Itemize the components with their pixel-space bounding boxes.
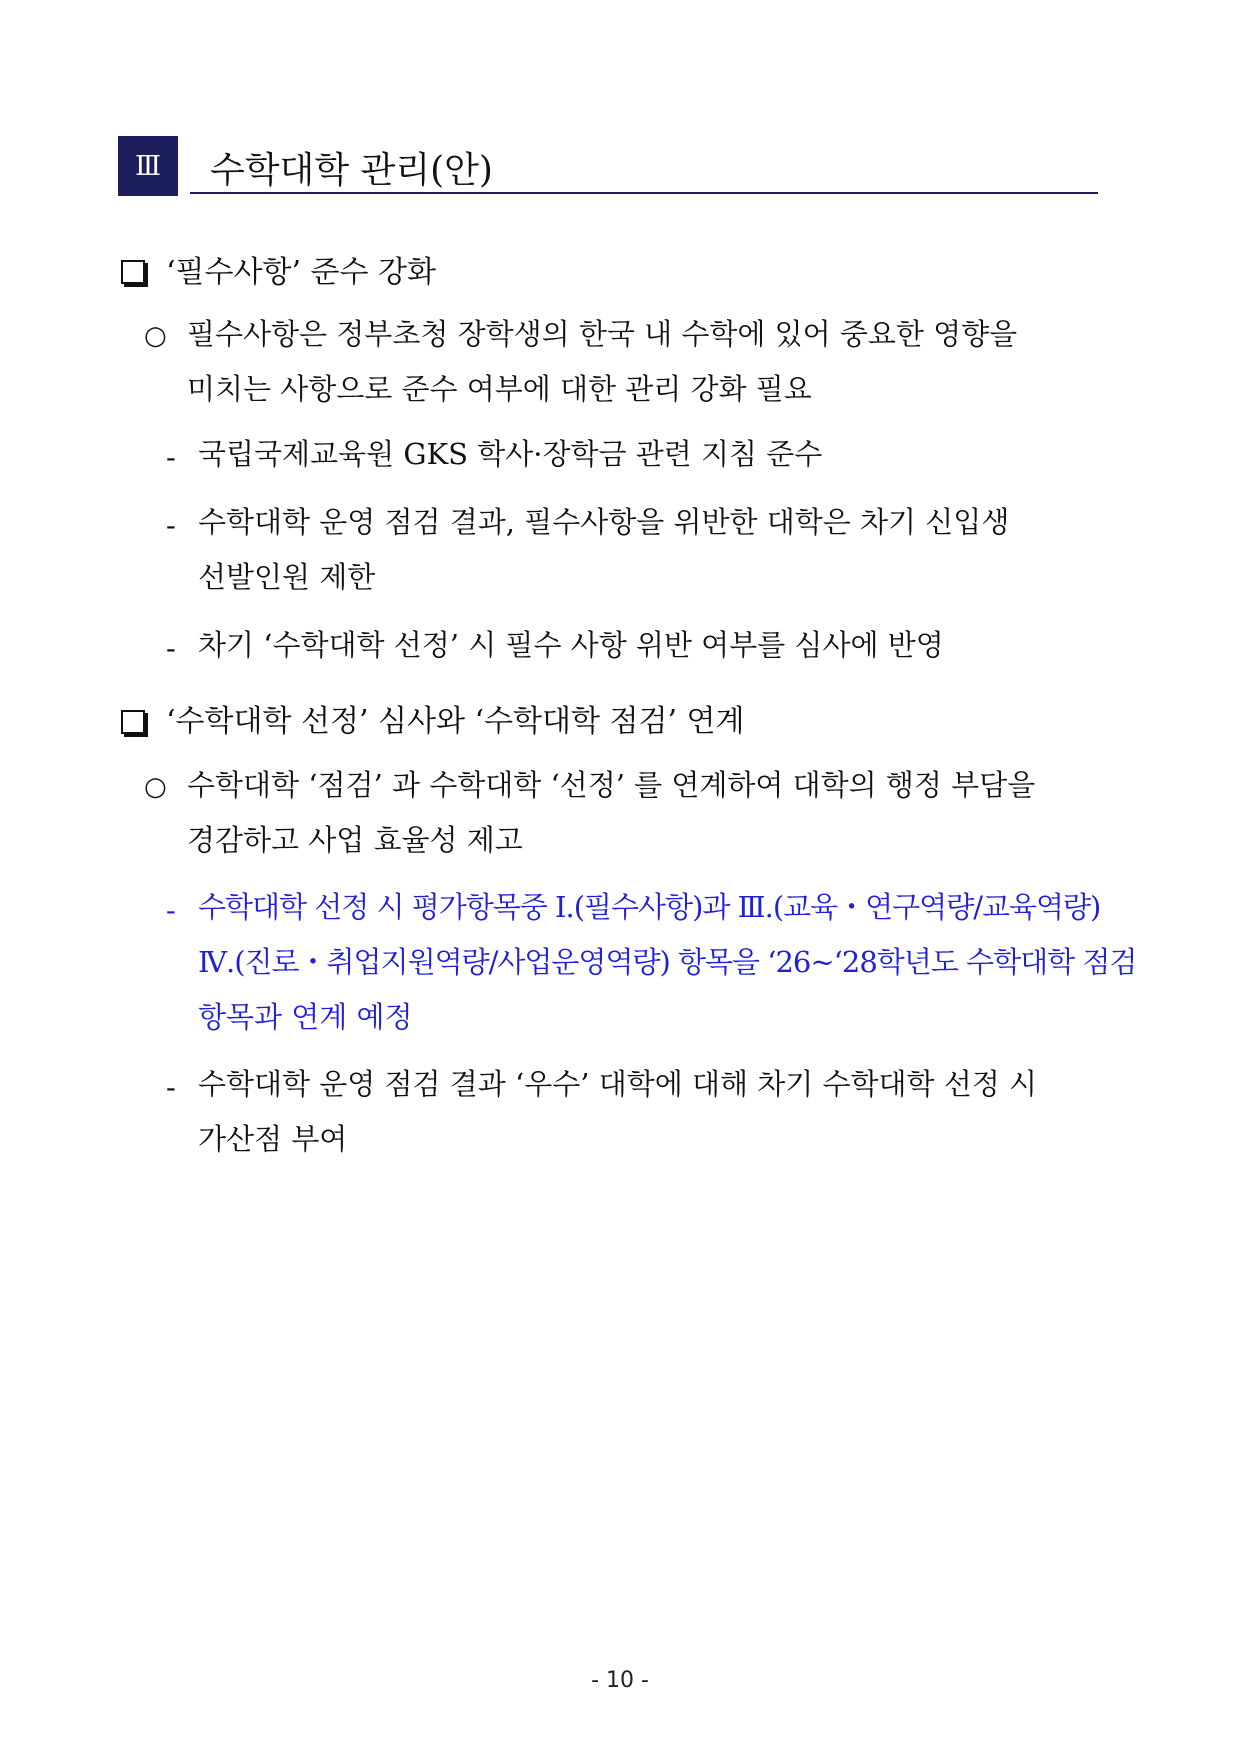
block2-bullet-line2: 경감하고 사업 효율성 제고 [187, 823, 523, 857]
block1-item3: 차기 ‘수학대학 선정’ 시 필수 사항 위반 여부를 심사에 반영 [198, 628, 944, 662]
block2-item2-line2: 가산점 부여 [198, 1122, 348, 1156]
checkbox-icon [121, 260, 145, 284]
page-number: - 10 - [591, 1668, 649, 1693]
checkbox-icon [121, 710, 145, 734]
block2-item2-line1: 수학대학 운영 점검 결과 ‘우수’ 대학에 대해 차기 수학대학 선정 시 [198, 1067, 1037, 1101]
dash-bullet: - [166, 440, 176, 474]
block1-bullet-line2: 미치는 사항으로 준수 여부에 대한 관리 강화 필요 [187, 372, 812, 406]
dash-bullet: - [166, 508, 176, 542]
block1-item1: 국립국제교육원 GKS 학사·장학금 관련 지침 준수 [198, 437, 823, 471]
section-title: 수학대학 관리(안) [210, 150, 493, 191]
block1-heading: ‘필수사항’ 준수 강화 [166, 255, 436, 290]
section-number-badge: Ⅲ [118, 136, 178, 196]
block2-heading: ‘수학대학 선정’ 심사와 ‘수학대학 점검’ 연계 [166, 704, 745, 739]
circle-bullet-icon: ○ [144, 321, 167, 351]
block1-bullet-line1: 필수사항은 정부초청 장학생의 한국 내 수학에 있어 중요한 영향을 [187, 317, 1018, 351]
block2-item1-line2: Ⅳ.(진로・취업지원역량/사업운영역량) 항목을 ‘26~‘28학년도 수학대학 점검 [198, 945, 1137, 979]
dash-bullet: - [166, 1070, 176, 1104]
block1-item2-line2: 선발인원 제한 [198, 560, 376, 594]
block1-item2-line1: 수학대학 운영 점검 결과, 필수사항을 위반한 대학은 차기 신입생 [198, 505, 1010, 539]
dash-bullet: - [166, 631, 176, 665]
block2-item1-line1: 수학대학 선정 시 평가항목중 Ⅰ.(필수사항)과 Ⅲ.(교육・연구역량/교육역량) [198, 890, 1101, 924]
title-underline [190, 192, 1098, 194]
block2-item1-line3: 항목과 연계 예정 [198, 1000, 413, 1034]
block2-bullet-line1: 수학대학 ‘점검’ 과 수학대학 ‘선정’ 를 연계하여 대학의 행정 부담을 [187, 768, 1036, 802]
dash-bullet: - [166, 893, 176, 927]
section-header [118, 136, 1098, 196]
circle-bullet-icon: ○ [144, 772, 167, 802]
